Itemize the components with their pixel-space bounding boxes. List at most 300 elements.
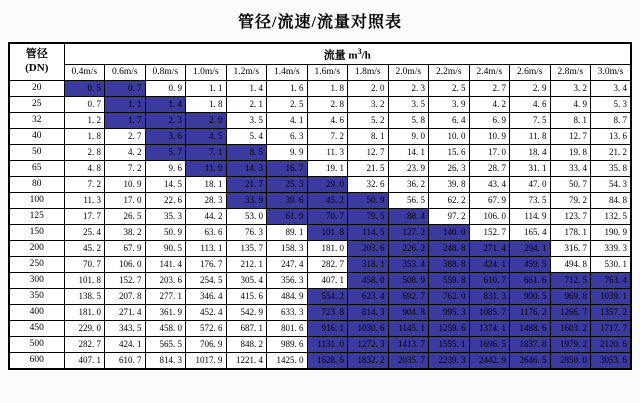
flow-value-cell: 1131. 0 [307, 336, 348, 352]
flow-value-cell: 9. 9 [267, 144, 308, 160]
flow-value-cell: 424. 1 [105, 336, 146, 352]
flow-value-cell: 135. 7 [226, 240, 267, 256]
flow-value-cell: 407. 1 [64, 352, 105, 369]
table-row [9, 224, 631, 240]
flow-value-cell: 900. 5 [510, 288, 551, 304]
flow-value-cell: 21. 7 [226, 176, 267, 192]
flow-value-cell: 39. 6 [267, 192, 308, 208]
dn-cell: 300 [9, 272, 64, 288]
flow-value-cell: 3. 9 [429, 96, 470, 112]
flow-value-cell: 0. 7 [105, 80, 146, 96]
flow-value-cell: 62. 2 [429, 192, 470, 208]
flow-value-cell: 1357. 2 [591, 304, 632, 320]
table-row [9, 320, 631, 336]
flow-value-cell: 17. 0 [469, 144, 510, 160]
flow-value-cell: 7. 1 [186, 144, 227, 160]
flow-value-cell: 50. 7 [550, 176, 591, 192]
flow-value-cell: 1. 6 [267, 80, 308, 96]
flow-value-cell: 831. 3 [469, 288, 510, 304]
flow-value-cell: 316. 7 [550, 240, 591, 256]
flow-value-cell: 294. 1 [510, 240, 551, 256]
dn-cell: 500 [9, 336, 64, 352]
flow-value-cell: 152. 7 [469, 224, 510, 240]
flow-value-cell: 1017. 9 [186, 352, 227, 369]
flow-value-cell: 25. 3 [267, 176, 308, 192]
dn-cell: 100 [9, 192, 64, 208]
table-row [9, 144, 631, 160]
flow-value-cell: 12. 7 [550, 128, 591, 144]
flow-value-cell: 61. 9 [267, 208, 308, 224]
flow-value-cell: 1. 4 [145, 96, 186, 112]
flow-value-cell: 459. 5 [510, 256, 551, 272]
velocity-header: 2.4m/s [469, 64, 510, 80]
flow-value-cell: 687. 1 [226, 320, 267, 336]
flow-value-cell: 33. 9 [226, 192, 267, 208]
flow-value-cell: 22. 6 [145, 192, 186, 208]
dn-cell: 450 [9, 320, 64, 336]
flow-value-cell: 4. 1 [267, 112, 308, 128]
flow-value-cell: 35. 3 [145, 208, 186, 224]
flow-value-cell: 3. 2 [348, 96, 389, 112]
flow-value-cell: 2850. 0 [550, 352, 591, 369]
flow-value-cell: 3. 6 [145, 128, 186, 144]
flow-value-cell: 1. 1 [186, 80, 227, 96]
flow-value-cell: 271. 4 [105, 304, 146, 320]
flow-value-cell: 3053. 6 [591, 352, 632, 369]
flow-value-cell: 5. 2 [348, 112, 389, 128]
flow-value-cell: 848. 2 [226, 336, 267, 352]
flow-value-cell: 5. 3 [591, 96, 632, 112]
flow-value-cell: 28. 3 [186, 192, 227, 208]
table-row [9, 304, 631, 320]
flow-value-cell: 50. 9 [145, 224, 186, 240]
flow-value-cell: 88. 4 [388, 208, 429, 224]
flow-value-cell: 1413. 7 [388, 336, 429, 352]
dn-cell: 20 [9, 80, 64, 96]
flow-value-cell: 54. 3 [591, 176, 632, 192]
flow-value-cell: 18. 4 [510, 144, 551, 160]
flow-value-cell: 458. 0 [145, 320, 186, 336]
flow-value-cell: 7. 5 [510, 112, 551, 128]
table-header [9, 43, 631, 80]
velocity-header: 1.8m/s [348, 64, 389, 80]
flow-value-cell: 1837. 8 [510, 336, 551, 352]
flow-value-cell: 2. 3 [145, 112, 186, 128]
flow-value-cell: 343. 5 [105, 320, 146, 336]
velocity-header: 1.4m/s [267, 64, 308, 80]
flow-value-cell: 11. 9 [186, 160, 227, 176]
corner-header-dn [9, 43, 64, 80]
flow-value-cell: 16. 7 [267, 160, 308, 176]
velocity-header: 2.0m/s [388, 64, 429, 80]
flow-value-cell: 610. 7 [469, 272, 510, 288]
flow-value-cell: 6. 9 [469, 112, 510, 128]
velocity-header: 0.6m/s [105, 64, 146, 80]
table-row [9, 208, 631, 224]
flow-value-cell: 2239. 3 [429, 352, 470, 369]
dn-cell: 50 [9, 144, 64, 160]
flow-value-cell: 565. 5 [145, 336, 186, 352]
flow-value-cell: 1555. 1 [429, 336, 470, 352]
flow-value-cell: 5. 8 [388, 112, 429, 128]
flow-value-cell: 407. 1 [307, 272, 348, 288]
flow-value-cell: 21. 5 [348, 160, 389, 176]
table-row [9, 128, 631, 144]
flow-value-cell: 559. 8 [429, 272, 470, 288]
flow-value-cell: 3. 2 [550, 80, 591, 96]
flow-value-cell: 12. 7 [348, 144, 389, 160]
flow-value-cell: 11. 3 [307, 144, 348, 160]
flow-value-cell: 190. 9 [591, 224, 632, 240]
flow-value-cell: 1425. 0 [267, 352, 308, 369]
flow-value-cell: 3. 4 [591, 80, 632, 96]
flow-value-cell: 56. 5 [388, 192, 429, 208]
flow-value-cell: 2646. 5 [510, 352, 551, 369]
flow-value-cell: 44. 2 [186, 208, 227, 224]
flow-value-cell: 47. 0 [510, 176, 551, 192]
flow-value-cell: 0. 9 [145, 80, 186, 96]
table-row [9, 288, 631, 304]
flow-value-cell: 43. 4 [469, 176, 510, 192]
velocity-header: 1.0m/s [186, 64, 227, 80]
flow-value-cell: 4. 2 [469, 96, 510, 112]
flow-value-cell: 3. 5 [388, 96, 429, 112]
velocity-header: 1.6m/s [307, 64, 348, 80]
flow-value-cell: 35. 8 [591, 160, 632, 176]
flow-value-cell: 39. 8 [429, 176, 470, 192]
flow-value-cell: 305. 4 [226, 272, 267, 288]
flow-value-cell: 17. 7 [64, 208, 105, 224]
flow-value-cell: 415. 6 [226, 288, 267, 304]
flow-value-cell: 1085. 7 [469, 304, 510, 320]
flow-value-cell: 4. 9 [550, 96, 591, 112]
flow-value-cell: 1. 8 [307, 80, 348, 96]
flow-value-cell: 995. 3 [429, 304, 470, 320]
flow-value-cell: 247. 4 [267, 256, 308, 272]
flow-value-cell: 19. 8 [550, 144, 591, 160]
table-row [9, 160, 631, 176]
flow-value-cell: 282. 7 [64, 336, 105, 352]
flow-value-cell: 1272. 3 [348, 336, 389, 352]
flow-value-cell: 623. 4 [348, 288, 389, 304]
flow-value-cell: 633. 3 [267, 304, 308, 320]
flow-value-cell: 554. 2 [307, 288, 348, 304]
velocity-header: 2.6m/s [510, 64, 551, 80]
corner-header-line2: (DN) [25, 61, 49, 74]
flow-value-cell: 25. 4 [64, 224, 105, 240]
flow-value-cell: 97. 2 [429, 208, 470, 224]
velocity-header: 1.2m/s [226, 64, 267, 80]
flow-value-cell: 181. 0 [307, 240, 348, 256]
flow-value-cell: 4. 5 [186, 128, 227, 144]
flow-value-cell: 127. 2 [388, 224, 429, 240]
corner-header-line1: 管径 [25, 48, 48, 61]
flow-value-cell: 277. 1 [145, 288, 186, 304]
flow-value-cell: 32. 6 [348, 176, 389, 192]
flow-value-cell: 106. 0 [469, 208, 510, 224]
flow-value-cell: 989. 6 [267, 336, 308, 352]
flow-value-cell: 84. 8 [591, 192, 632, 208]
velocity-header: 2.2m/s [429, 64, 470, 80]
flow-value-cell: 23. 9 [388, 160, 429, 176]
flow-value-cell: 70. 7 [64, 256, 105, 272]
flow-value-cell: 904. 8 [388, 304, 429, 320]
flow-value-cell: 33. 4 [550, 160, 591, 176]
flow-value-cell: 801. 6 [267, 320, 308, 336]
flow-value-cell: 152. 7 [105, 272, 146, 288]
flow-value-cell: 762. 0 [429, 288, 470, 304]
flow-value-cell: 2. 5 [267, 96, 308, 112]
flow-value-cell: 15. 6 [429, 144, 470, 160]
flow-value-cell: 339. 3 [591, 240, 632, 256]
flow-value-cell: 2. 1 [226, 96, 267, 112]
dn-cell: 80 [9, 176, 64, 192]
flow-value-cell: 140. 0 [429, 224, 470, 240]
flow-value-cell: 4. 2 [105, 144, 146, 160]
table-row [9, 176, 631, 192]
dn-cell: 125 [9, 208, 64, 224]
flow-value-cell: 1. 7 [105, 112, 146, 128]
flow-value-cell: 356. 3 [267, 272, 308, 288]
flow-value-cell: 1488. 6 [510, 320, 551, 336]
dn-cell: 200 [9, 240, 64, 256]
flow-value-cell: 10. 9 [105, 176, 146, 192]
flow-value-cell: 763. 4 [591, 272, 632, 288]
flow-value-cell: 36. 2 [388, 176, 429, 192]
flow-value-cell: 14. 5 [145, 176, 186, 192]
flow-value-cell: 388. 8 [429, 256, 470, 272]
table-row [9, 240, 631, 256]
flow-value-cell: 1. 1 [105, 96, 146, 112]
flow-value-cell: 916. 1 [307, 320, 348, 336]
flow-value-cell: 132. 5 [591, 208, 632, 224]
flow-value-cell: 38. 2 [105, 224, 146, 240]
flow-value-cell: 1374. 1 [469, 320, 510, 336]
dn-cell: 400 [9, 304, 64, 320]
flow-value-cell: 138. 5 [64, 288, 105, 304]
flow-value-cell: 2035. 7 [388, 352, 429, 369]
flow-value-cell: 10. 0 [429, 128, 470, 144]
flow-value-cell: 18. 1 [186, 176, 227, 192]
flow-value-cell: 8. 1 [550, 112, 591, 128]
pipe-flow-table [8, 42, 632, 370]
flow-value-cell: 2442. 9 [469, 352, 510, 369]
flow-value-cell: 21. 2 [591, 144, 632, 160]
flow-value-cell: 79. 5 [348, 208, 389, 224]
flow-value-cell: 1832. 2 [348, 352, 389, 369]
flow-value-cell: 207. 8 [105, 288, 146, 304]
flow-value-cell: 346. 4 [186, 288, 227, 304]
flow-value-cell: 45. 2 [64, 240, 105, 256]
table-row [9, 96, 631, 112]
flow-value-cell: 6. 3 [267, 128, 308, 144]
flow-value-cell: 9. 6 [145, 160, 186, 176]
flow-value-cell: 2120. 6 [591, 336, 632, 352]
flow-value-cell: 11. 8 [510, 128, 551, 144]
flow-value-cell: 203. 6 [145, 272, 186, 288]
flow-value-cell: 226. 2 [388, 240, 429, 256]
flow-value-cell: 17. 0 [105, 192, 146, 208]
flow-value-cell: 424. 1 [469, 256, 510, 272]
flow-value-cell: 101. 8 [64, 272, 105, 288]
flow-value-cell: 181. 0 [64, 304, 105, 320]
table-row [9, 272, 631, 288]
dn-cell: 600 [9, 352, 64, 369]
flow-value-cell: 282. 7 [307, 256, 348, 272]
flow-value-cell: 610. 7 [105, 352, 146, 369]
flow-value-cell: 31. 1 [510, 160, 551, 176]
flow-value-cell: 1039. 1 [591, 288, 632, 304]
flow-value-cell: 1221. 4 [226, 352, 267, 369]
flow-value-cell: 458. 0 [348, 272, 389, 288]
flow-value-cell: 4. 8 [64, 160, 105, 176]
table-row [9, 192, 631, 208]
flow-value-cell: 2. 9 [510, 80, 551, 96]
dn-cell: 25 [9, 96, 64, 112]
flow-value-cell: 176. 7 [186, 256, 227, 272]
flow-value-cell: 7. 2 [64, 176, 105, 192]
flow-value-cell: 2. 7 [469, 80, 510, 96]
flow-value-cell: 7. 2 [307, 128, 348, 144]
flow-value-cell: 508. 9 [388, 272, 429, 288]
flow-unit-sup: 3 [357, 47, 362, 56]
header-row-velocity [9, 64, 631, 80]
velocity-header: 2.8m/s [550, 64, 591, 80]
table-body [9, 80, 631, 369]
flow-value-cell: 5. 7 [145, 144, 186, 160]
flow-value-cell: 1628. 6 [307, 352, 348, 369]
table-row [9, 352, 631, 369]
flow-value-cell: 11. 3 [64, 192, 105, 208]
flow-value-cell: 318. 1 [348, 256, 389, 272]
flow-value-cell: 50. 9 [348, 192, 389, 208]
flow-value-cell: 76. 3 [226, 224, 267, 240]
flow-value-cell: 113. 1 [186, 240, 227, 256]
flow-value-cell: 1030. 6 [348, 320, 389, 336]
flow-value-cell: 1. 2 [64, 112, 105, 128]
velocity-header: 3.0m/s [591, 64, 632, 80]
table-row [9, 80, 631, 96]
dn-cell: 150 [9, 224, 64, 240]
flow-value-cell: 28. 7 [469, 160, 510, 176]
flow-value-cell: 969. 8 [550, 288, 591, 304]
flow-value-cell: 101. 8 [307, 224, 348, 240]
velocity-header: 0.8m/s [145, 64, 186, 80]
flow-value-cell: 8. 7 [591, 112, 632, 128]
flow-value-cell: 1696. 5 [469, 336, 510, 352]
flow-value-cell: 89. 1 [267, 224, 308, 240]
header-row-flow [9, 43, 631, 64]
page-title: 管径/流速/流量对照表 [238, 14, 402, 31]
flow-value-cell: 212. 1 [226, 256, 267, 272]
flow-value-cell: 1176. 2 [510, 304, 551, 320]
flow-value-cell: 1. 8 [186, 96, 227, 112]
flow-value-cell: 254. 5 [186, 272, 227, 288]
dn-cell: 250 [9, 256, 64, 272]
flow-value-cell: 706. 9 [186, 336, 227, 352]
flow-unit-suffix: /h [361, 49, 371, 62]
flow-value-cell: 29. 0 [307, 176, 348, 192]
dn-cell: 32 [9, 112, 64, 128]
flow-value-cell: 53. 0 [226, 208, 267, 224]
flow-value-cell: 4. 6 [307, 112, 348, 128]
table-row [9, 256, 631, 272]
flow-value-cell: 248. 8 [429, 240, 470, 256]
dn-cell: 40 [9, 128, 64, 144]
flow-value-cell: 10. 9 [469, 128, 510, 144]
flow-value-cell: 7. 2 [105, 160, 146, 176]
flow-value-cell: 4. 6 [510, 96, 551, 112]
velocity-header: 0.4m/s [64, 64, 105, 80]
flow-value-cell: 542. 9 [226, 304, 267, 320]
table-row [9, 336, 631, 352]
flow-value-cell: 353. 4 [388, 256, 429, 272]
flow-value-cell: 2. 8 [64, 144, 105, 160]
dn-cell: 350 [9, 288, 64, 304]
flow-value-cell: 141. 4 [145, 256, 186, 272]
flow-unit-header [64, 43, 631, 64]
flow-value-cell: 814. 3 [145, 352, 186, 369]
flow-value-cell: 1259. 6 [429, 320, 470, 336]
flow-value-cell: 229. 0 [64, 320, 105, 336]
flow-value-cell: 73. 5 [510, 192, 551, 208]
flow-value-cell: 1717. 7 [591, 320, 632, 336]
flow-value-cell: 19. 1 [307, 160, 348, 176]
flow-value-cell: 26. 5 [105, 208, 146, 224]
dn-cell: 65 [9, 160, 64, 176]
flow-value-cell: 1. 8 [64, 128, 105, 144]
flow-value-cell: 114. 9 [510, 208, 551, 224]
flow-value-cell: 67. 9 [105, 240, 146, 256]
flow-value-cell: 494. 8 [550, 256, 591, 272]
flow-value-cell: 114. 5 [348, 224, 389, 240]
flow-value-cell: 14. 3 [226, 160, 267, 176]
flow-value-cell: 452. 4 [186, 304, 227, 320]
flow-value-cell: 165. 4 [510, 224, 551, 240]
flow-value-cell: 178. 1 [550, 224, 591, 240]
flow-value-cell: 530. 1 [591, 256, 632, 272]
flow-value-cell: 0. 5 [64, 80, 105, 96]
flow-value-cell: 26. 3 [429, 160, 470, 176]
flow-value-cell: 5. 4 [226, 128, 267, 144]
flow-value-cell: 572. 6 [186, 320, 227, 336]
flow-value-cell: 723. 8 [307, 304, 348, 320]
flow-value-cell: 1603. 2 [550, 320, 591, 336]
flow-value-cell: 1979. 2 [550, 336, 591, 352]
flow-value-cell: 14. 1 [388, 144, 429, 160]
flow-value-cell: 90. 5 [145, 240, 186, 256]
flow-value-cell: 6. 4 [429, 112, 470, 128]
flow-value-cell: 13. 6 [591, 128, 632, 144]
flow-value-cell: 361. 9 [145, 304, 186, 320]
flow-value-cell: 3. 5 [226, 112, 267, 128]
flow-value-cell: 271. 4 [469, 240, 510, 256]
flow-value-cell: 2. 0 [348, 80, 389, 96]
flow-value-cell: 9. 0 [388, 128, 429, 144]
flow-value-cell: 712. 5 [550, 272, 591, 288]
flow-value-cell: 2. 7 [105, 128, 146, 144]
flow-value-cell: 2. 3 [388, 80, 429, 96]
flow-value-cell: 63. 6 [186, 224, 227, 240]
flow-value-cell: 1266. 7 [550, 304, 591, 320]
flow-value-cell: 814. 3 [348, 304, 389, 320]
flow-value-cell: 123. 7 [550, 208, 591, 224]
flow-value-cell: 2. 9 [186, 112, 227, 128]
flow-value-cell: 484. 9 [267, 288, 308, 304]
flow-value-cell: 2. 8 [307, 96, 348, 112]
flow-value-cell: 67. 9 [469, 192, 510, 208]
flow-value-cell: 692. 7 [388, 288, 429, 304]
